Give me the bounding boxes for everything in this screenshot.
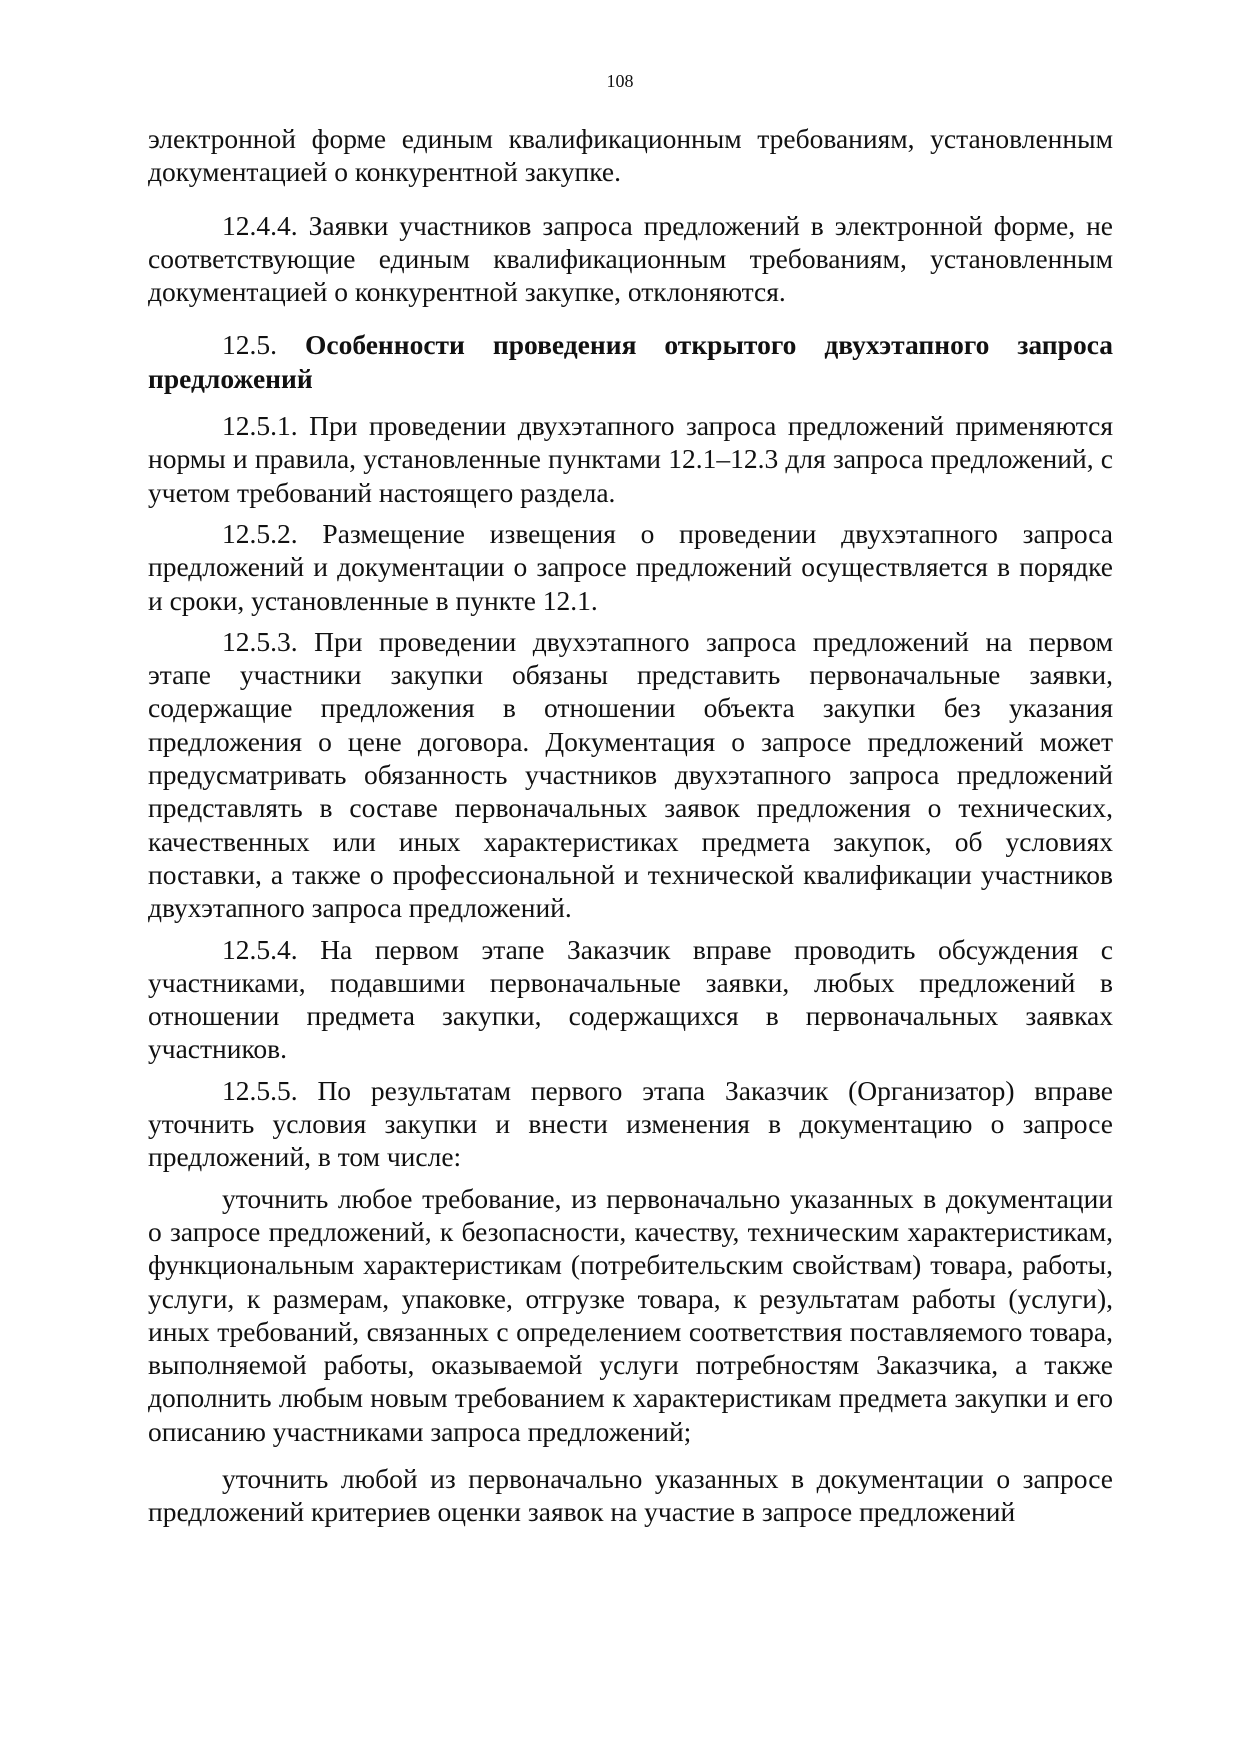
section-title: Особенности проведения открытого двухэтапного запроса предложений xyxy=(148,329,1113,394)
section-heading-12-5 xyxy=(148,328,1113,395)
paragraph-12-5-1: 12.5.1. При проведении двухэтапного запроса предложений применяются нормы и правила, установленные пунктами 12.1–12.3 для запроса предложений, с учетом требований настоящего раздела. xyxy=(148,410,1113,508)
page-number: 108 xyxy=(606,71,634,91)
paragraph-12-4-4: 12.4.4. Заявки участников запроса предложений в электронной форме, не соответствующие единым квалификационным требованиям, установленным документацией о конкурентной закупке, отклоняются. xyxy=(148,209,1113,308)
paragraph-continuation: электронной форме единым квалификационным требованиям, установленным документацией о конкурентной закупке. xyxy=(148,123,1113,188)
document-body xyxy=(148,122,1113,1543)
paragraph-12-5-2: 12.5.2. Размещение извещения о проведении двухэтапного запроса предложений и документации о запросе предложений осуществляется в порядке и сроки, установленные в пункте 12.1. xyxy=(148,517,1113,616)
section-number: 12.5. xyxy=(222,329,305,361)
list-item-requirements: уточнить любое требование, из первоначально указанных в документации о запросе предложений, к безопасности, качеству, техническим характеристикам, функциональным характеристикам (потребительским свойствам) товара, работы, услуги, к размерам, упаковке, отгрузке товара, к результатам работы (услуги), иных требований, связанных с определением соответствия поставляемого товара, выполняемой работы, оказываемой услуги потребностям Заказчика, а также дополнить любым новым требованием к характеристикам предмета закупки и его описанию участниками запроса предложений; xyxy=(148,1182,1113,1447)
list-item-criteria: уточнить любой из первоначально указанных в документации о запросе предложений критериев оценки заявок на участие в запросе предложений xyxy=(148,1462,1113,1528)
paragraph-12-5-4: 12.5.4. На первом этапе Заказчик вправе проводить обсуждения с участниками, подавшими первоначальные заявки, любых предложений в отношении предмета закупки, содержащихся в первоначальных заявках участников. xyxy=(148,933,1113,1065)
paragraph-12-5-5: 12.5.5. По результатам первого этапа Заказчик (Организатор) вправе уточнить условия закупки и внести изменения в документацию о запросе предложений, в том числе: xyxy=(148,1074,1113,1173)
paragraph-12-5-3: 12.5.3. При проведении двухэтапного запроса предложений на первом этапе участники закупки обязаны представить первоначальные заявки, содержащие предложения в отношении объекта закупки без указания предложения о цене договора. Документация о запросе предложений может предусматривать обязанность участников двухэтапного запроса предложений представлять в составе первоначальных заявок предложения о технических, качественных или иных характеристиках предмета закупок, об условиях поставки, а также о профессиональной и технической квалификации участников двухэтапного запроса предложений. xyxy=(148,625,1113,924)
